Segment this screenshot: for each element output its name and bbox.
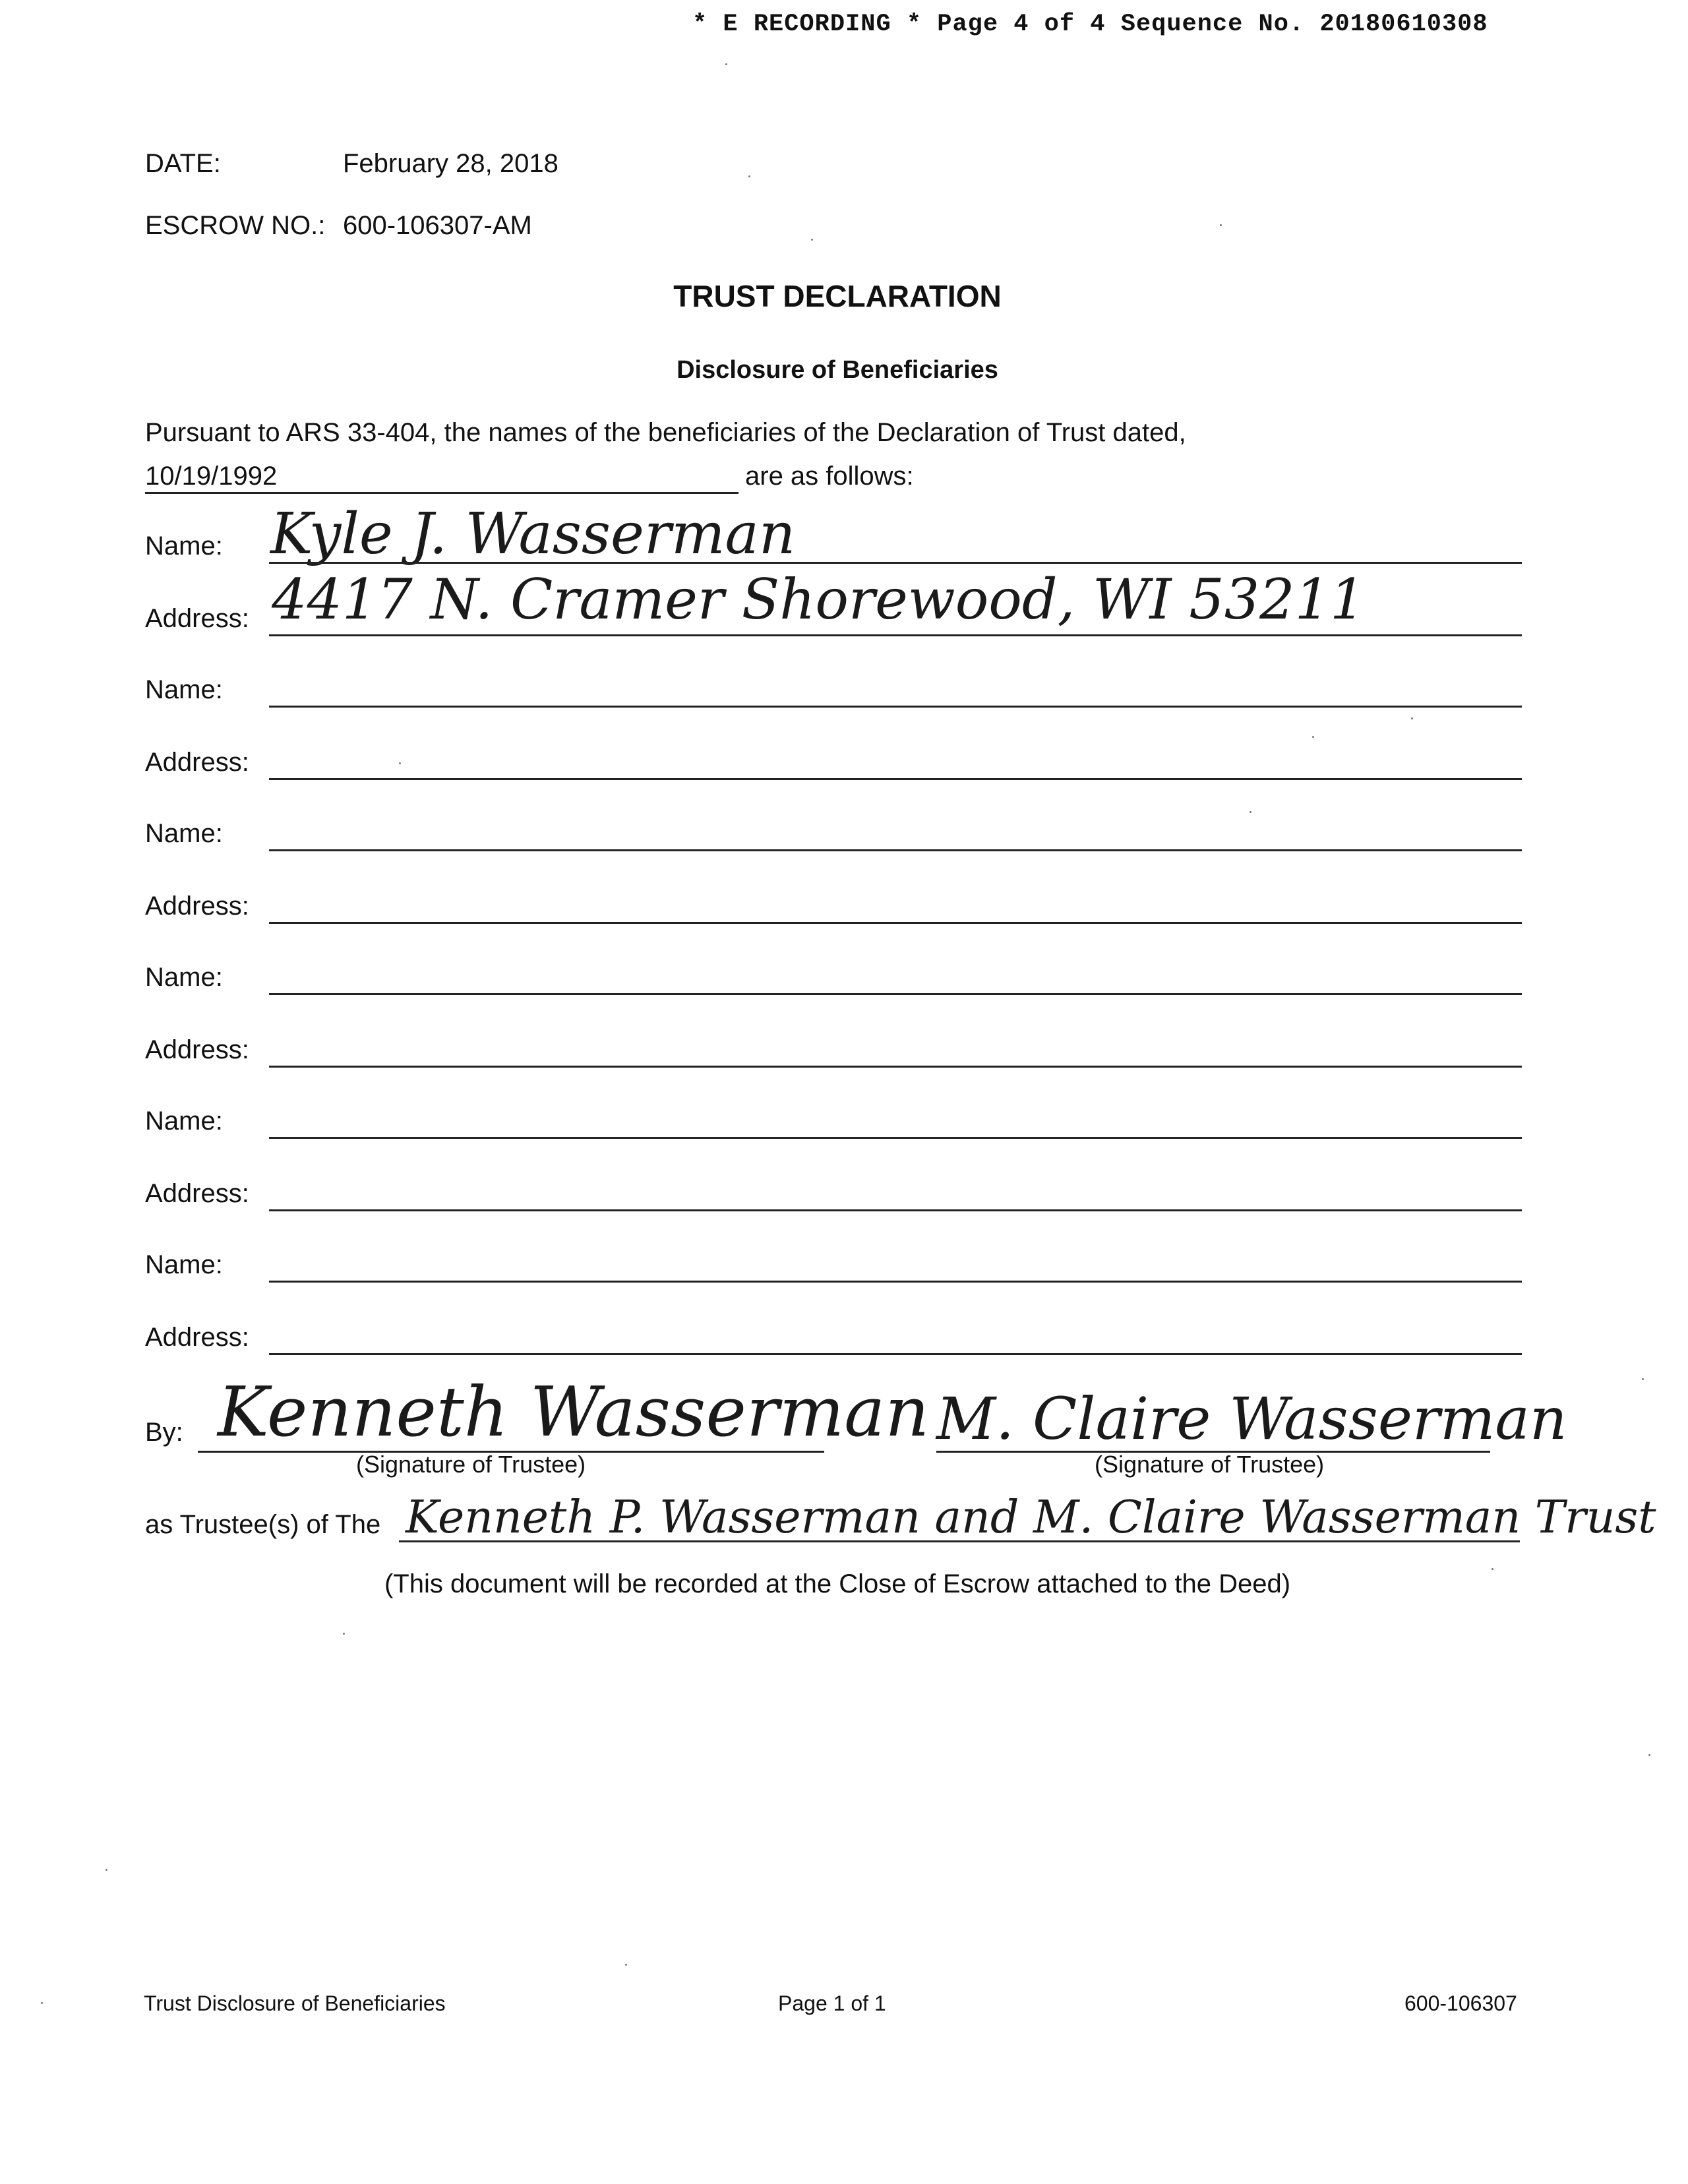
name-line (269, 706, 1522, 708)
name-label: Name: (145, 1250, 223, 1279)
scan-speck (1312, 736, 1314, 738)
escrow-value: 600-106307-AM (343, 211, 532, 240)
scan-speck (748, 175, 750, 177)
intro-text: Pursuant to ARS 33-404, the names of the beneficiaries of the Declaration of Trust dated, (145, 418, 1186, 447)
recording-note: (This document will be recorded at the Close of Escrow attached to the Deed) (384, 1569, 1291, 1598)
name-line (269, 1281, 1522, 1283)
document-subtitle: Disclosure of Beneficiaries (677, 356, 998, 384)
address-line (269, 1353, 1522, 1355)
scan-speck (343, 1633, 345, 1635)
escrow-label: ESCROW NO.: (145, 211, 326, 240)
footer-page: Page 1 of 1 (778, 1991, 886, 2015)
scan-speck (1250, 811, 1251, 813)
trustee2-signature: M. Claire Wasserman (936, 1385, 1567, 1453)
document-title: TRUST DECLARATION (673, 279, 1002, 313)
trustee2-caption: (Signature of Trustee) (1095, 1451, 1325, 1478)
address-line (269, 1209, 1522, 1211)
footer-escrow: 600-106307 (1404, 1991, 1517, 2015)
intro-text-end: are as follows: (745, 462, 914, 491)
name-line (269, 1137, 1522, 1139)
by-label: By: (145, 1418, 183, 1447)
trust-date-line (145, 492, 738, 494)
name-line (269, 562, 1522, 564)
beneficiary-name: Kyle J. Wasserman (270, 501, 796, 567)
scan-speck (1220, 224, 1222, 226)
scan-speck (1648, 1754, 1650, 1756)
name-line (269, 993, 1522, 995)
scan-speck (106, 1869, 107, 1871)
scan-speck (1411, 717, 1413, 719)
address-line (269, 1066, 1522, 1068)
address-label: Address: (145, 1179, 249, 1208)
name-label: Name: (145, 1107, 223, 1136)
name-line (269, 849, 1522, 851)
recording-stamp: * E RECORDING * Page 4 of 4 Sequence No. 20180610308 (692, 11, 1488, 38)
name-label: Name: (145, 531, 223, 561)
name-label: Name: (145, 819, 223, 848)
address-label: Address: (145, 1035, 249, 1064)
address-line (269, 922, 1522, 924)
name-label: Name: (145, 675, 223, 704)
address-label: Address: (145, 892, 249, 921)
name-label: Name: (145, 963, 223, 992)
scan-speck (41, 2002, 43, 2004)
scan-speck (725, 63, 727, 65)
scan-speck (811, 239, 813, 241)
scan-speck (399, 762, 401, 764)
trustee-of-label: as Trustee(s) of The (145, 1510, 381, 1539)
trust-name: Kenneth P. Wasserman and M. Claire Wasserman Trust (406, 1492, 1656, 1544)
address-line (269, 778, 1522, 780)
footer-title: Trust Disclosure of Beneficiaries (144, 1991, 446, 2015)
beneficiary-address: 4417 N. Cramer Shorewood, WI 53211 (272, 567, 1366, 632)
address-label: Address: (145, 1323, 249, 1352)
date-label: DATE: (145, 149, 221, 178)
trust-date-value: 10/19/1992 (145, 462, 278, 491)
trustee1-caption: (Signature of Trustee) (356, 1451, 586, 1478)
scan-speck (625, 1964, 627, 1966)
trustee1-signature: Kenneth Wasserman (218, 1372, 930, 1452)
address-label: Address: (145, 748, 249, 777)
scan-speck (1642, 1378, 1644, 1380)
date-value: February 28, 2018 (343, 149, 558, 178)
scan-speck (1492, 1568, 1493, 1570)
address-label: Address: (145, 604, 249, 633)
address-line (269, 634, 1522, 636)
